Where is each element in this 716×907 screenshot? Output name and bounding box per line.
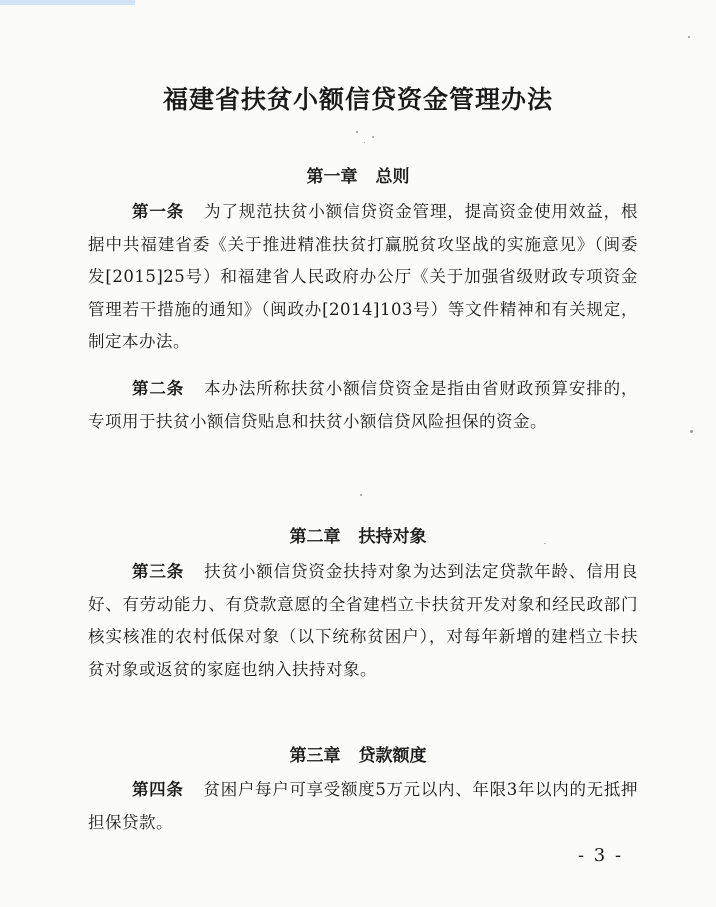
chapter-heading [0, 741, 716, 766]
article-paragraph [88, 373, 638, 438]
chapter-title: 贷款额度 [358, 746, 427, 766]
article-paragraph [88, 556, 638, 686]
article-label: 第一条 [132, 202, 185, 221]
corner-accent [0, 0, 135, 5]
scan-speck [364, 142, 365, 143]
scan-speck [356, 131, 358, 133]
chapter-number: 第一章 [306, 167, 358, 187]
scan-speck [372, 136, 374, 138]
scan-speck [688, 36, 690, 38]
article-paragraph [88, 196, 638, 359]
article-label: 第二条 [132, 379, 185, 398]
page-number: - 3 - [578, 845, 624, 866]
scan-speck [360, 494, 362, 496]
article-text: 扶贫小额信贷资金扶持对象为达到法定贷款年龄、信用良好、有劳动能力、有贷款意愿的全省建档立卡扶贫开发对象和经民政部门核实核准的农村低保对象（以下统称贫困户），对每年新增的建档立卡扶贫对象或返贫的家庭也纳入扶持对象。 [88, 562, 639, 679]
chapter-number: 第三章 [289, 746, 341, 766]
article-text: 为了规范扶贫小额信贷资金管理，提高资金使用效益，根据中共福建省委《关于推进精准扶贫打赢脱贫攻坚战的实施意见》（闽委发[2015]25号）和福建省人民政府办公厅《关于加强省级财政专项资金管理若干措施的通知》（闽政办[2014]103号）等文件精神和有关规定，制定本办法。 [88, 202, 639, 351]
chapter-heading [0, 162, 716, 187]
article-paragraph [88, 774, 638, 839]
article-label: 第三条 [132, 562, 185, 581]
document-title: 福建省扶贫小额信贷资金管理办法 [162, 85, 553, 114]
scan-speck [690, 430, 693, 433]
scan-speck [544, 543, 546, 544]
chapter-title: 扶持对象 [358, 527, 427, 547]
chapter-number: 第二章 [289, 527, 341, 547]
chapter-title: 总则 [375, 167, 410, 187]
article-text: 本办法所称扶贫小额信贷资金是指由省财政预算安排的，专项用于扶贫小额信贷贴息和扶贫小额信贷风险担保的资金。 [88, 379, 639, 431]
article-text: 贫困户每户可享受额度5万元以内、年限3年以内的无抵押担保贷款。 [88, 780, 639, 832]
chapter-heading [0, 522, 716, 547]
article-label: 第四条 [132, 780, 184, 799]
